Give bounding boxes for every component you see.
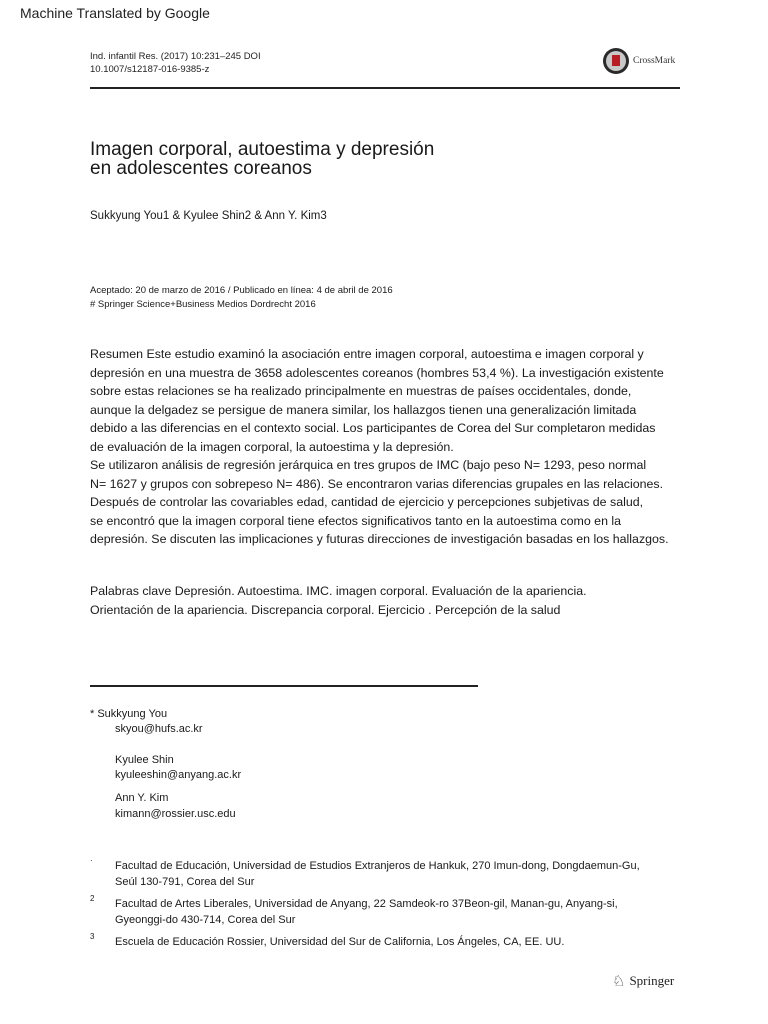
affiliation-number: 3 (90, 932, 95, 941)
copyright-line: # Springer Science+Business Medios Dordrecht 2016 (90, 299, 316, 310)
crossmark-badge[interactable] (603, 48, 675, 74)
abstract-line: N= 1627 y grupos con sobrepeso N= 486). Se encontraron varias diferencias grupales en las relaciones. (90, 476, 664, 491)
abstract-line: de evaluación de la imagen corporal, la autoestima y la depresión. (90, 439, 454, 454)
keywords-line: Palabras clave Depresión. Autoestima. IMC. imagen corporal. Evaluación de la apariencia. (90, 584, 587, 598)
springer-horse-icon: ♘ (612, 973, 626, 990)
contact-author-name: Kyulee Shin (115, 754, 174, 766)
affiliation-line: Seúl 130-791, Corea del Sur (115, 876, 255, 888)
crossmark-label: CrossMark (633, 56, 676, 66)
article-title-line2: en adolescentes coreanos (90, 158, 312, 179)
contact-email[interactable]: kyuleeshin@anyang.ac.kr (115, 769, 242, 781)
contact-email[interactable]: kimann@rossier.usc.edu (115, 808, 236, 820)
affiliation-text (115, 934, 695, 950)
springer-logo (612, 972, 674, 990)
abstract-line: se encontró que la imagen corporal tiene efectos significativos tanto en la autoestima como en la (90, 513, 622, 528)
abstract-line: depresión. Se discuten las implicaciones y futuras direcciones de investigación basadas en los hallazgos. (90, 532, 669, 546)
article-title-line1: Imagen corporal, autoestima y depresión (90, 139, 435, 160)
accepted-date: Aceptado: 20 de marzo de 2016 / Publicado en línea: 4 de abril de 2016 (90, 285, 393, 296)
affiliation-line: Facultad de Educación, Universidad de Estudios Extranjeros de Hankuk, 270 Imun-dong, Dongdaemun-Gu, (115, 860, 640, 872)
affiliation-number: · (90, 856, 93, 865)
affiliation-text (115, 896, 695, 928)
machine-translation-banner: Machine Translated by Google (20, 5, 210, 21)
abstract-line: sobre estas relaciones se ha realizado principalmente en muestras de países occidentales, donde, (90, 384, 632, 398)
abstract (90, 345, 700, 549)
affiliation-line: Facultad de Artes Liberales, Universidad de Anyang, 22 Samdeok-ro 37Beon-gil, Manan-gu, Anyang-si, (115, 898, 618, 910)
abstract-line: depresión en una muestra de 3658 adolescentes coreanos (hombres 53,4 %). La investigación existente (90, 365, 664, 380)
journal-citation (90, 50, 261, 76)
footnote-divider (90, 685, 478, 687)
affiliation-number: 2 (90, 894, 95, 903)
abstract-line: Después de controlar las covariables edad, cantidad de ejercicio y percepciones subjetivas de salud, (90, 495, 644, 509)
journal-citation-line1: Ind. infantil Res. (2017) 10:231–245 DOI (90, 51, 261, 62)
author-list: Sukkyung You1 & Kyulee Shin2 & Ann Y. Kim3 (90, 210, 327, 222)
affiliation-line: Escuela de Educación Rossier, Universidad del Sur de California, Los Ángeles, CA, EE. UU. (115, 936, 565, 948)
contact-email[interactable]: skyou@hufs.ac.kr (115, 723, 203, 735)
crossmark-icon (603, 48, 629, 74)
header-divider (90, 87, 680, 89)
keywords (90, 582, 700, 620)
abstract-line: debido a las diferencias en el contexto social. Los participantes de Corea del Sur completaron medidas (90, 421, 656, 435)
journal-citation-line2: 10.1007/s12187-016-9385-z (90, 64, 210, 75)
article-title (90, 140, 434, 178)
affiliation-line: Gyeonggi-do 430-714, Corea del Sur (115, 914, 296, 926)
abstract-line: aunque la delgadez se persigue de manera similar, los hallazgos tienen una generalización limitada (90, 402, 637, 417)
contact-author-name: Ann Y. Kim (115, 792, 169, 804)
publication-dates (90, 284, 393, 312)
abstract-line: Resumen Este estudio examinó la asociación entre imagen corporal, autoestima e imagen corporal y (90, 347, 644, 361)
contact-author-name: * Sukkyung You (90, 708, 168, 720)
keywords-line: Orientación de la apariencia. Discrepancia corporal. Ejercicio . Percepción de la salud (90, 603, 561, 617)
abstract-line: Se utilizaron análisis de regresión jerárquica en tres grupos de IMC (bajo peso N= 1293, peso normal (90, 458, 647, 472)
publisher-name: Springer (629, 973, 675, 988)
affiliation-text (115, 858, 695, 890)
